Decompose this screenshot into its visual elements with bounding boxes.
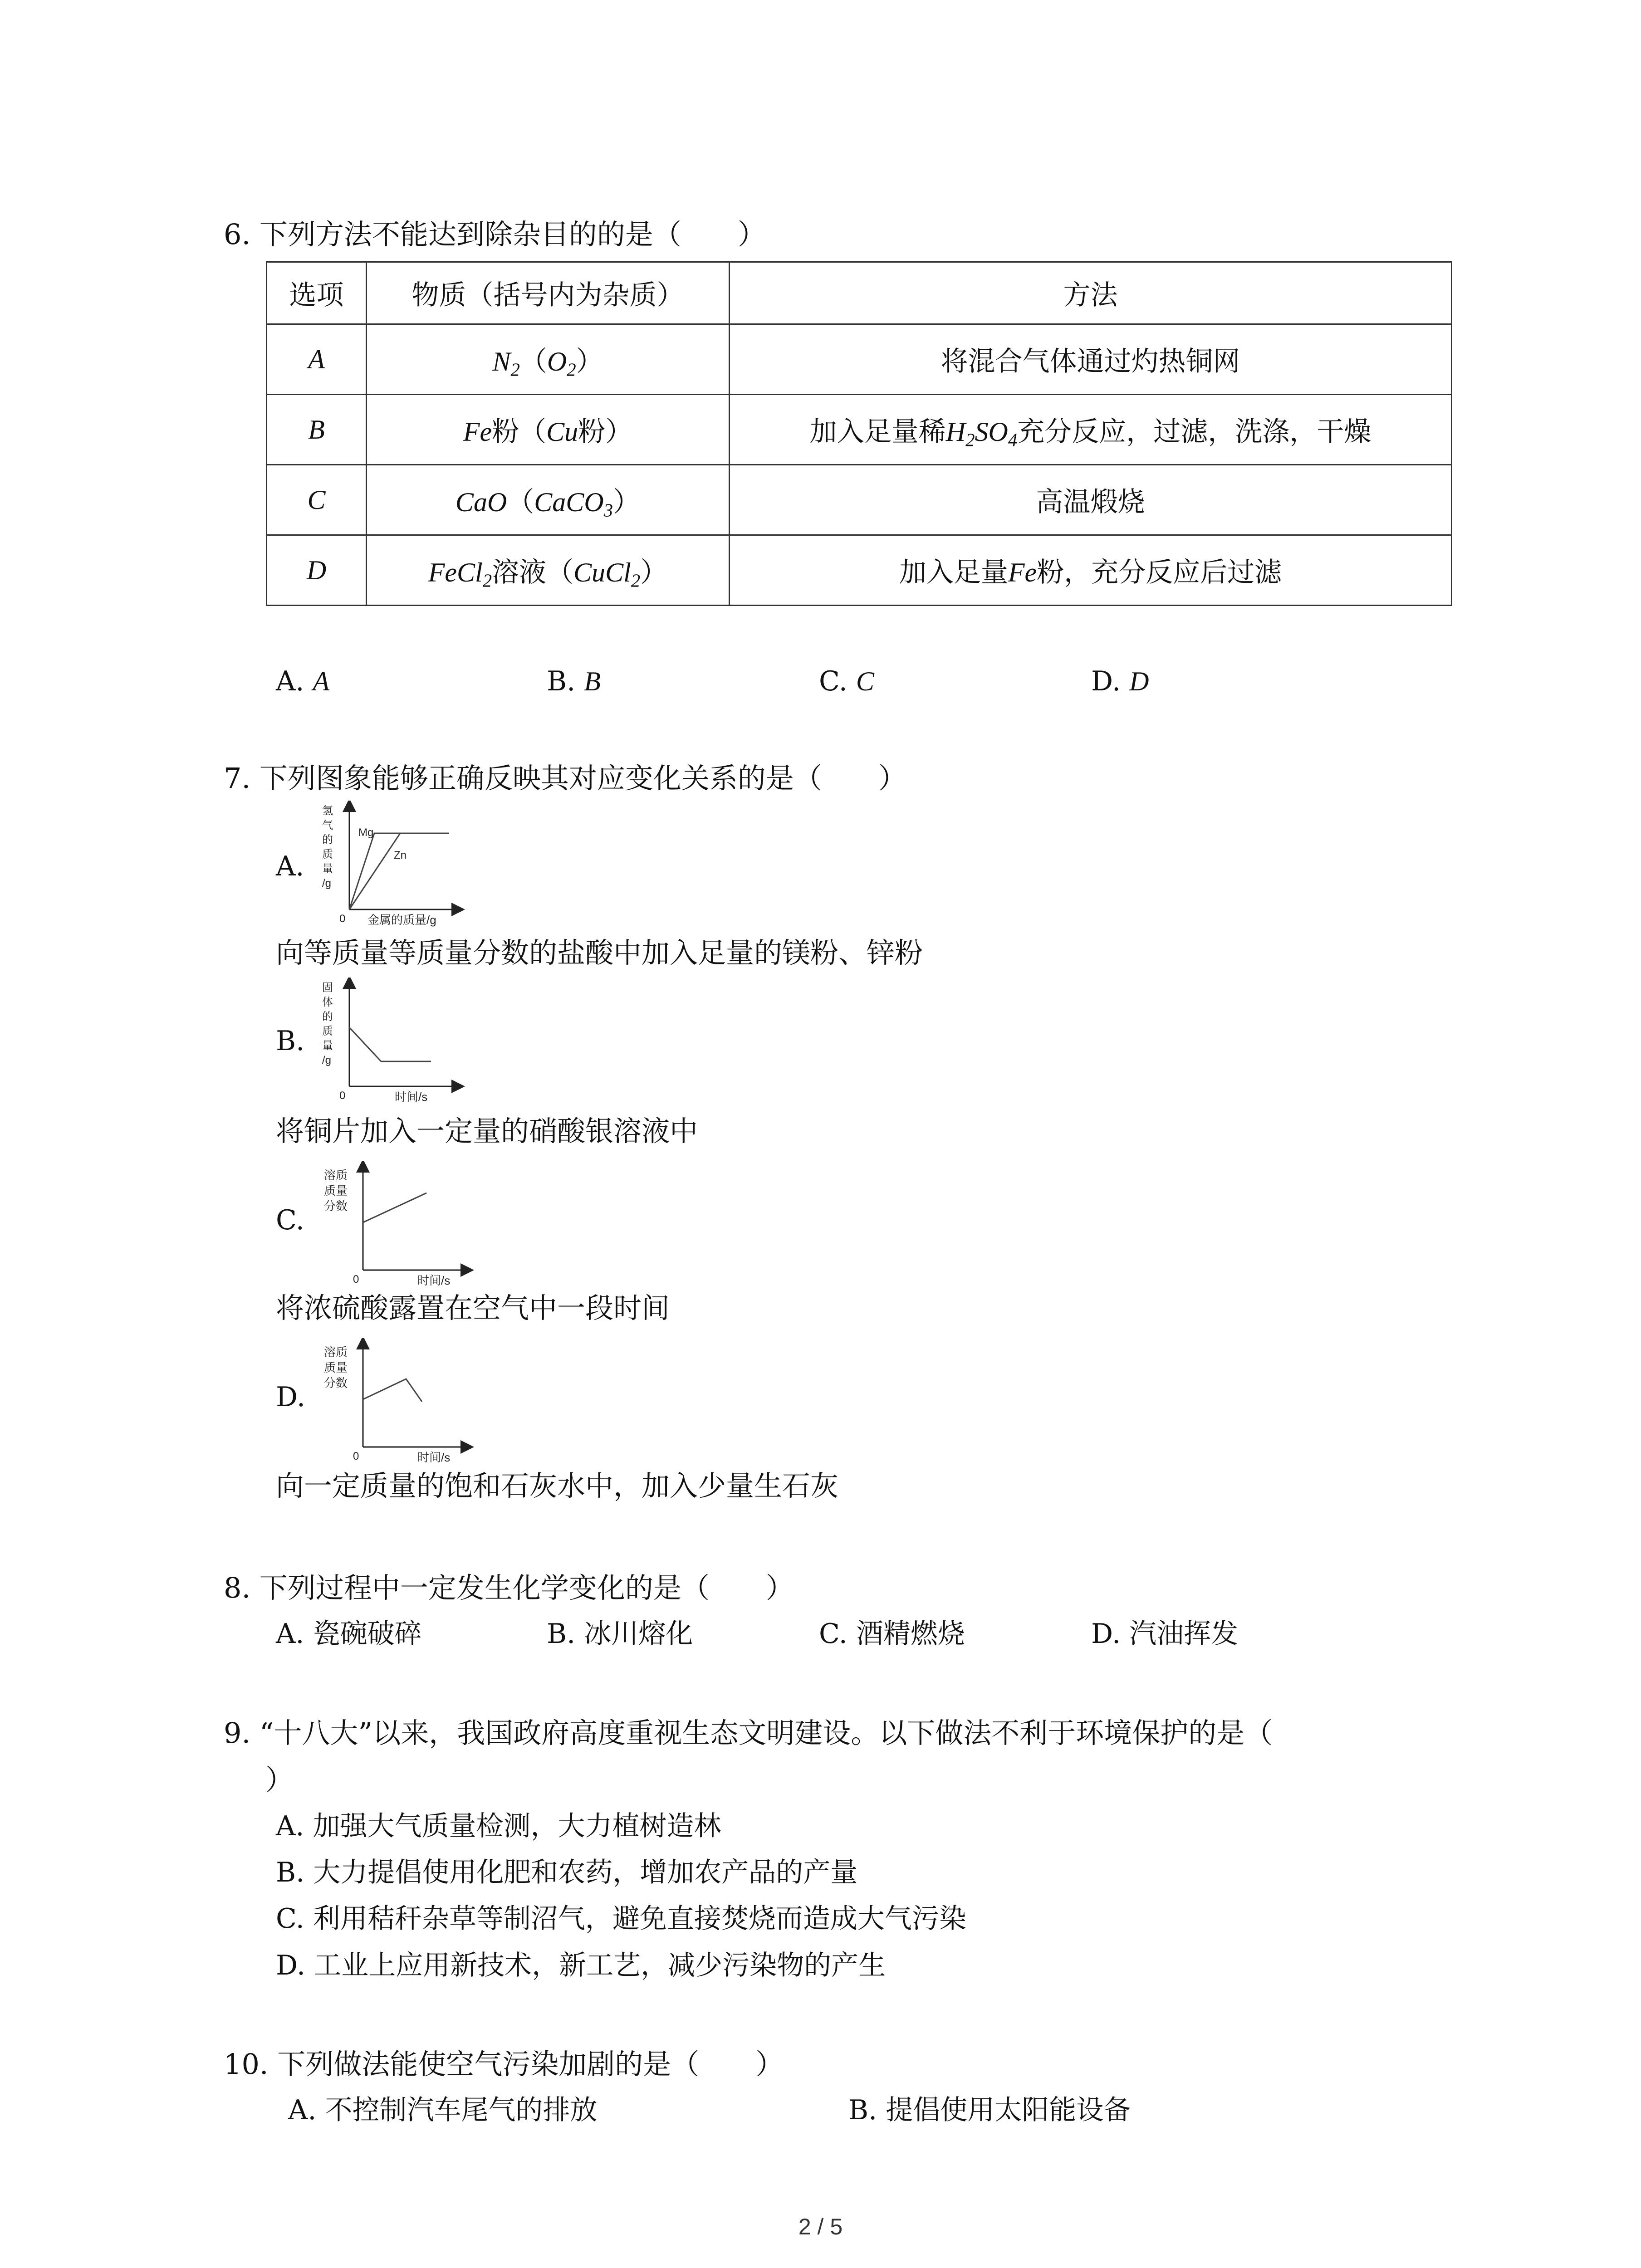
q7-graph-c bbox=[313, 1161, 476, 1297]
q9-stem-end: ） bbox=[265, 1763, 294, 1796]
q8-stem: 8. 下列过程中一定发生化学变化的是（ ） bbox=[224, 1571, 794, 1604]
option-letter: B bbox=[308, 415, 325, 445]
svg-text:的: 的 bbox=[322, 1011, 333, 1023]
svg-text:质: 质 bbox=[322, 848, 333, 860]
q9-option-b[interactable]: B. 大力提倡使用化肥和农药，增加农产品的产量 bbox=[276, 1857, 858, 1888]
row-substance: Fe粉（Cu粉） bbox=[367, 395, 730, 465]
x-axis-label: 金属的质量/g bbox=[367, 913, 436, 927]
svg-text:质: 质 bbox=[322, 1025, 333, 1037]
q7-option-d-desc: 向一定质量的饱和石灰水中，加入少量生石灰 bbox=[276, 1469, 839, 1502]
q9-option-c[interactable]: C. 利用秸秆杂草等制沼气，避免直接焚烧而造成大气污染 bbox=[276, 1903, 966, 1935]
svg-text:氢: 氢 bbox=[322, 805, 333, 817]
x-axis-label: 时间/s bbox=[395, 1090, 428, 1104]
row-option bbox=[267, 395, 367, 465]
q9-option-a[interactable]: A. 加强大气质量检测，大力植树造林 bbox=[276, 1810, 721, 1842]
q7-option-b-desc: 将铜片加入一定量的硝酸银溶液中 bbox=[276, 1114, 698, 1148]
q6-choice-d[interactable]: D. D bbox=[1091, 665, 1149, 697]
svg-text:0: 0 bbox=[339, 913, 346, 925]
q6-choice-c[interactable]: C. C bbox=[819, 665, 874, 697]
page-number: 2 / 5 bbox=[798, 2214, 843, 2239]
q7-graph-d bbox=[313, 1338, 476, 1474]
svg-text:0: 0 bbox=[353, 1273, 359, 1286]
q8-option-d[interactable]: D. 汽油挥发 bbox=[1091, 1618, 1239, 1650]
header-substance: 物质（括号内为杂质） bbox=[367, 262, 730, 324]
row-option bbox=[267, 465, 367, 535]
table-header-row bbox=[267, 262, 1452, 324]
y-axis-label bbox=[324, 1168, 348, 1213]
q7-option-a-letter[interactable]: A. bbox=[276, 850, 304, 882]
q7-option-d-letter[interactable]: D. bbox=[276, 1381, 306, 1413]
svg-text:量: 量 bbox=[322, 863, 333, 875]
q7-graph-a bbox=[313, 801, 476, 937]
series-label-mg: Mg bbox=[358, 826, 374, 839]
q6-choice-a[interactable]: A. A bbox=[276, 665, 330, 697]
table-row bbox=[267, 465, 1452, 535]
q8-option-c[interactable]: C. 酒精燃烧 bbox=[819, 1618, 965, 1650]
q9-stem: 9. “十八大”以来，我国政府高度重视生态文明建设。以下做法不利于环境保护的是（ bbox=[224, 1716, 1273, 1750]
q8-option-a[interactable]: A. 瓷碗破碎 bbox=[276, 1618, 422, 1650]
q7-option-c-desc: 将浓硫酸露置在空气中一段时间 bbox=[276, 1291, 670, 1325]
svg-text:0: 0 bbox=[353, 1450, 359, 1462]
row-substance: CaO（CaCO$_3$） bbox=[367, 465, 730, 535]
row-method: 高温煅烧 bbox=[730, 465, 1452, 535]
q8-option-b[interactable]: B. 冰川熔化 bbox=[547, 1618, 693, 1650]
svg-text:固: 固 bbox=[322, 982, 333, 994]
q7-stem: 7. 下列图象能够正确反映其对应变化关系的是（ ） bbox=[224, 762, 906, 795]
svg-text:量: 量 bbox=[322, 1040, 333, 1052]
header-method: 方法 bbox=[730, 262, 1452, 324]
svg-text:/g: /g bbox=[322, 1054, 332, 1066]
row-substance: $N_2(O_2)$ bbox=[367, 324, 730, 395]
table-row bbox=[267, 324, 1452, 395]
q7-option-b-letter[interactable]: B. bbox=[276, 1025, 305, 1057]
svg-text:/g: /g bbox=[322, 877, 332, 890]
q6-table bbox=[266, 261, 1452, 606]
svg-text:的: 的 bbox=[322, 834, 333, 846]
q9-option-d[interactable]: D. 工业上应用新技术，新工艺，减少污染物的产生 bbox=[276, 1950, 886, 1981]
row-method: 加入足量Fe粉，充分反应后过滤 bbox=[730, 535, 1452, 606]
q10-stem: 10. 下列做法能使空气污染加剧的是（ ） bbox=[224, 2048, 784, 2081]
svg-text:溶质: 溶质 bbox=[324, 1168, 348, 1182]
table-row bbox=[267, 535, 1452, 606]
q7-option-a-desc: 向等质量等质量分数的盐酸中加入足量的镁粉、锌粉 bbox=[276, 936, 923, 969]
y-axis-label bbox=[322, 805, 333, 890]
svg-text:质量: 质量 bbox=[324, 1184, 348, 1198]
q10-option-b[interactable]: B. 提倡使用太阳能设备 bbox=[848, 2094, 1131, 2126]
x-axis-label: 时间/s bbox=[417, 1274, 451, 1287]
row-option bbox=[267, 535, 367, 606]
option-letter: C bbox=[307, 485, 326, 515]
row-method: 将混合气体通过灼热铜网 bbox=[730, 324, 1452, 395]
q6-stem: 6. 下列方法不能达到除杂目的的是（ ） bbox=[224, 218, 766, 251]
table-row bbox=[267, 395, 1452, 465]
option-letter: D bbox=[306, 555, 327, 585]
row-method: 加入足量稀$H_2SO_4$充分反应，过滤，洗涤，干燥 bbox=[730, 395, 1452, 465]
svg-text:体: 体 bbox=[322, 996, 333, 1008]
row-substance: FeCl$_2$溶液（CuCl$_2$） bbox=[367, 535, 730, 606]
header-option: 选项 bbox=[267, 262, 367, 324]
row-option bbox=[267, 324, 367, 395]
q10-option-a[interactable]: A. 不控制汽车尾气的排放 bbox=[288, 2094, 598, 2126]
svg-text:气: 气 bbox=[322, 819, 333, 831]
q7-option-c-letter[interactable]: C. bbox=[276, 1204, 304, 1236]
svg-text:分数: 分数 bbox=[324, 1199, 348, 1213]
y-axis-label bbox=[324, 1345, 348, 1390]
q7-graph-b bbox=[313, 978, 476, 1114]
y-axis-label bbox=[322, 982, 333, 1066]
series-label-zn: Zn bbox=[394, 849, 407, 861]
svg-text:0: 0 bbox=[339, 1090, 346, 1102]
q6-choice-b[interactable]: B. B bbox=[547, 665, 601, 697]
x-axis-label: 时间/s bbox=[417, 1451, 451, 1464]
svg-text:分数: 分数 bbox=[324, 1376, 348, 1390]
svg-text:质量: 质量 bbox=[324, 1361, 348, 1374]
option-letter: A bbox=[308, 344, 325, 374]
svg-text:溶质: 溶质 bbox=[324, 1345, 348, 1359]
